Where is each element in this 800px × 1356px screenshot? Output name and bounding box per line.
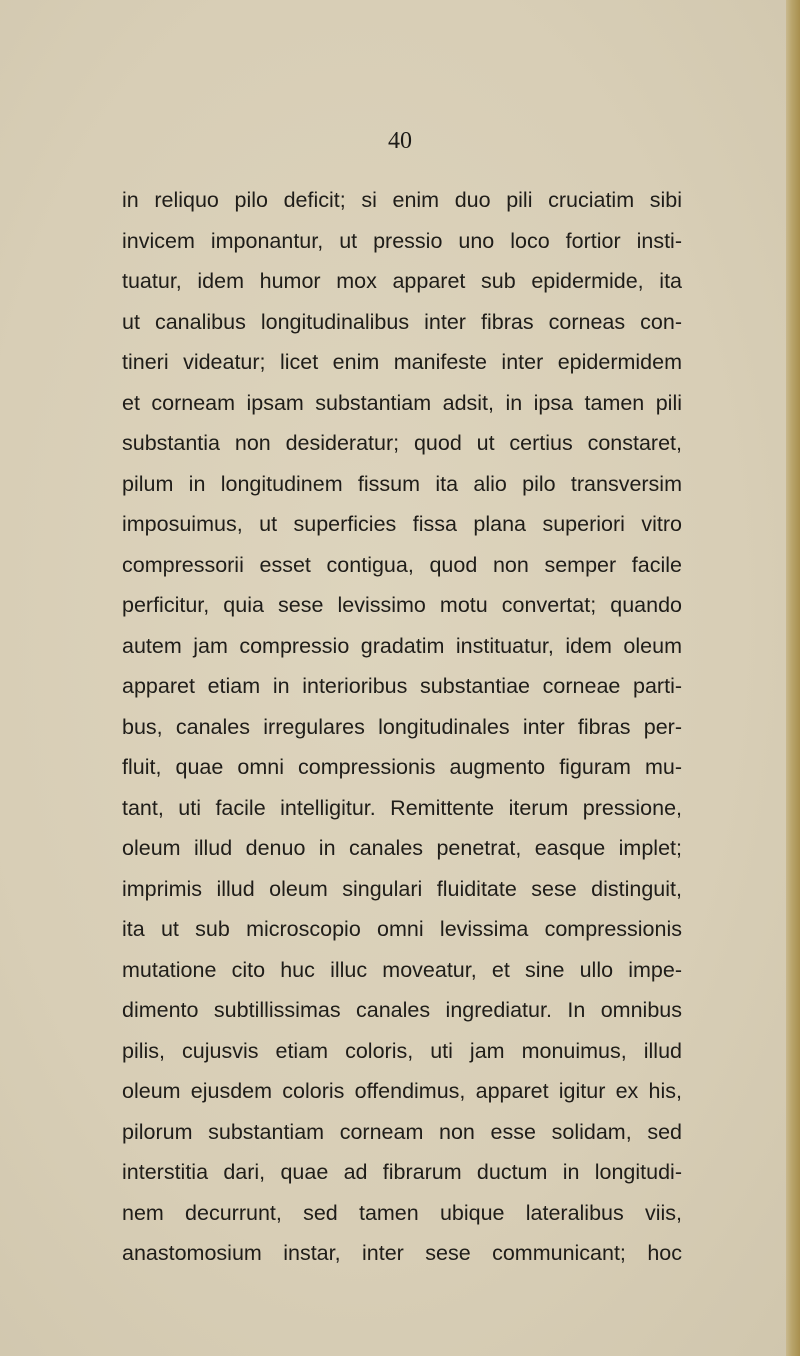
text-line: oleum ejusdem coloris offendimus, apparet igitur ex his,	[122, 1079, 682, 1103]
text-line: imposuimus, ut superficies fissa plana superiori vitro	[122, 512, 682, 536]
text-line: pilis, cujusvis etiam coloris, uti jam monuimus, illud	[122, 1038, 682, 1063]
text-line: et corneam ipsam substantiam adsit, in ipsa tamen pili	[122, 390, 682, 415]
text-line: bus, canales irregulares longitudinales inter fibras per-	[122, 714, 682, 739]
text-line: imprimis illud oleum singulari fluiditate sese distinguit,	[122, 876, 682, 901]
text-line: tant, uti facile intelligitur. Remittente iterum pressione,	[122, 795, 682, 820]
text-line: pilorum substantiam corneam non esse solidam, sed	[122, 1119, 682, 1144]
text-line: oleum illud denuo in canales penetrat, easque implet;	[122, 836, 682, 860]
text-line: tineri videatur; licet enim manifeste inter epidermidem	[122, 350, 682, 374]
text-line: interstitia dari, quae ad fibrarum ductum in longitudi-	[122, 1160, 682, 1184]
text-line: fluit, quae omni compressionis augmento figuram mu-	[122, 755, 682, 779]
text-line: in reliquo pilo deficit; si enim duo pili cruciatim sibi	[122, 188, 682, 212]
text-line: ita ut sub microscopio omni levissima compressionis	[122, 917, 682, 941]
text-line: nem decurrunt, sed tamen ubique lateralibus viis,	[122, 1200, 682, 1225]
text-line: mutatione cito huc illuc moveatur, et sine ullo impe-	[122, 957, 682, 982]
text-line: tuatur, idem humor mox apparet sub epidermide, ita	[122, 269, 682, 293]
text-line: apparet etiam in interioribus substantiae corneae parti-	[122, 674, 682, 698]
text-line: anastomosium instar, inter sese communicant; hoc	[122, 1241, 682, 1265]
text-line: compressorii esset contigua, quod non semper facile	[122, 552, 682, 577]
text-line: perficitur, quia sese levissimo motu convertat; quando	[122, 593, 682, 617]
text-line: invicem imponantur, ut pressio uno loco fortior insti-	[122, 228, 682, 253]
page-number: 40	[388, 128, 412, 154]
text-line: substantia non desideratur; quod ut certius constaret,	[122, 431, 682, 455]
text-line: autem jam compressio gradatim instituatur, idem oleum	[122, 633, 682, 658]
text-line: ut canalibus longitudinalibus inter fibras corneas con-	[122, 309, 682, 334]
body-text	[122, 180, 682, 1274]
text-line: dimento subtillissimas canales ingrediatur. In omnibus	[122, 998, 682, 1022]
text-line: pilum in longitudinem fissum ita alio pilo transversim	[122, 471, 682, 496]
page-edge	[786, 0, 800, 1356]
